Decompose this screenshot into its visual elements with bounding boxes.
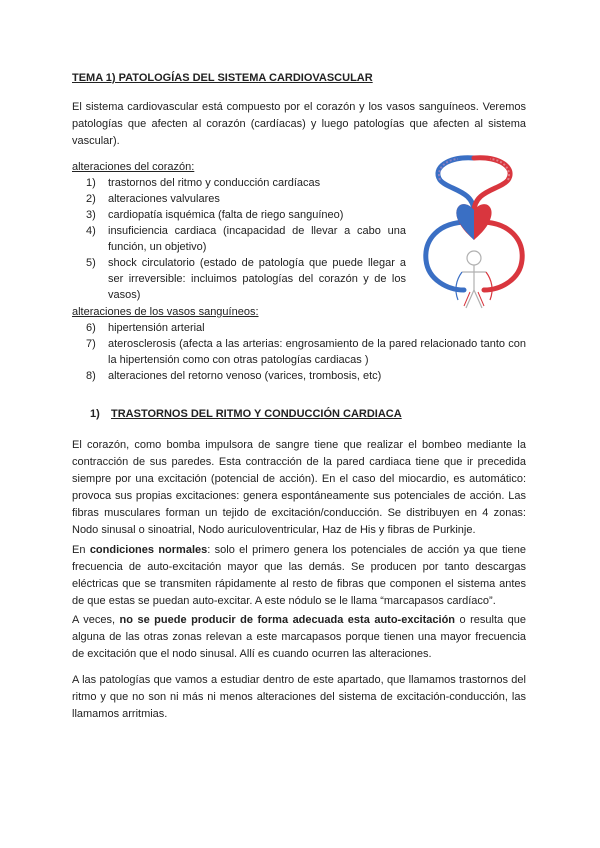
paragraph-alterations: A veces, no se puede producir de forma adecuada esta auto-excitación o resulta que alguna de las otras zonas relevan a este marcapasos porque tienen una mayor frecuencia de excitación que el nodo sinusal. Allí es cuando ocurren las alteraciones.	[72, 614, 526, 660]
section-heading	[90, 408, 402, 420]
paragraph-arrhythmias: A las patologías que vamos a estudiar dentro de este apartado, que llamamos trastornos del ritmo y que no son ni más ni menos alteraciones del sistema de excitación-conducción, las llamamos arritmias.	[72, 674, 526, 720]
list-item: 7) aterosclerosis (afecta a las arterias: engrosamiento de la pared relacionado tanto con la hipertensión como con otras patologías cardiacas )	[86, 338, 526, 366]
list-item: 5) shock circulatorio (estado de patología que puede llegar a ser irreversible: incluimos patologías del corazón y de los vasos)	[86, 257, 406, 301]
list-item: 1) trastornos del ritmo y conducción cardíacas	[86, 177, 321, 189]
heart-list-heading: alteraciones del corazón:	[72, 161, 195, 173]
heart-alterations-list	[86, 175, 406, 303]
list-item: 4) insuficiencia cardiaca (incapacidad de llevar a cabo una función, un objetivo)	[86, 225, 406, 253]
vessel-alterations-list	[86, 320, 526, 384]
list-item: 8) alteraciones del retorno venoso (varices, trombosis, etc)	[86, 370, 382, 382]
document-title: TEMA 1) PATOLOGÍAS DEL SISTEMA CARDIOVASCULAR	[72, 72, 373, 84]
section-title: TRASTORNOS DEL RITMO Y CONDUCCIÓN CARDIACA	[111, 408, 402, 420]
list-item: 6) hipertensión arterial	[86, 322, 205, 334]
list-item: 2) alteraciones valvulares	[86, 193, 220, 205]
circulatory-system-illustration	[418, 150, 530, 312]
section-number: 1)	[90, 408, 100, 420]
paragraph-heart-pump: El corazón, como bomba impulsora de sangre tiene que realizar el bombeo mediante la contracción de sus paredes. Esta contracción de la pared cardiaca tiene que ir precedida siempre por una excitación (potencial de acción). En el caso del miocardio, es automático: provoca sus propias excitaciones: genera espontáneamente sus potenciales de acción. Las fibras musculares forman un tejido de excitación/conducción. Se distribuyen en 4 zonas: Nodo sinusal o sinoatrial, Nodo auriculoventricular, Haz de His y fibras de Purkinje.	[72, 439, 526, 536]
intro-paragraph: El sistema cardiovascular está compuesto por el corazón y los vasos sanguíneos. Veremos patologías que afecten al corazón (cardíacas) y luego patologías que afecten al sistema vascular).	[72, 101, 526, 147]
vessel-list-heading: alteraciones de los vasos sanguíneos:	[72, 306, 259, 318]
list-item: 3) cardiopatía isquémica (falta de riego sanguíneo)	[86, 209, 344, 221]
paragraph-normal-conditions: En condiciones normales: solo el primero genera los potenciales de acción ya que tiene frecuencia de auto-excitación mayor que las demás. Se producen por tanto descargas eléctricas que se transmiten rápidamente al resto de fibras que componen el sistema antes de que estas se puedan auto-excitar. A este nódulo se le llama “marcapasos cardíaco”.	[72, 544, 526, 607]
